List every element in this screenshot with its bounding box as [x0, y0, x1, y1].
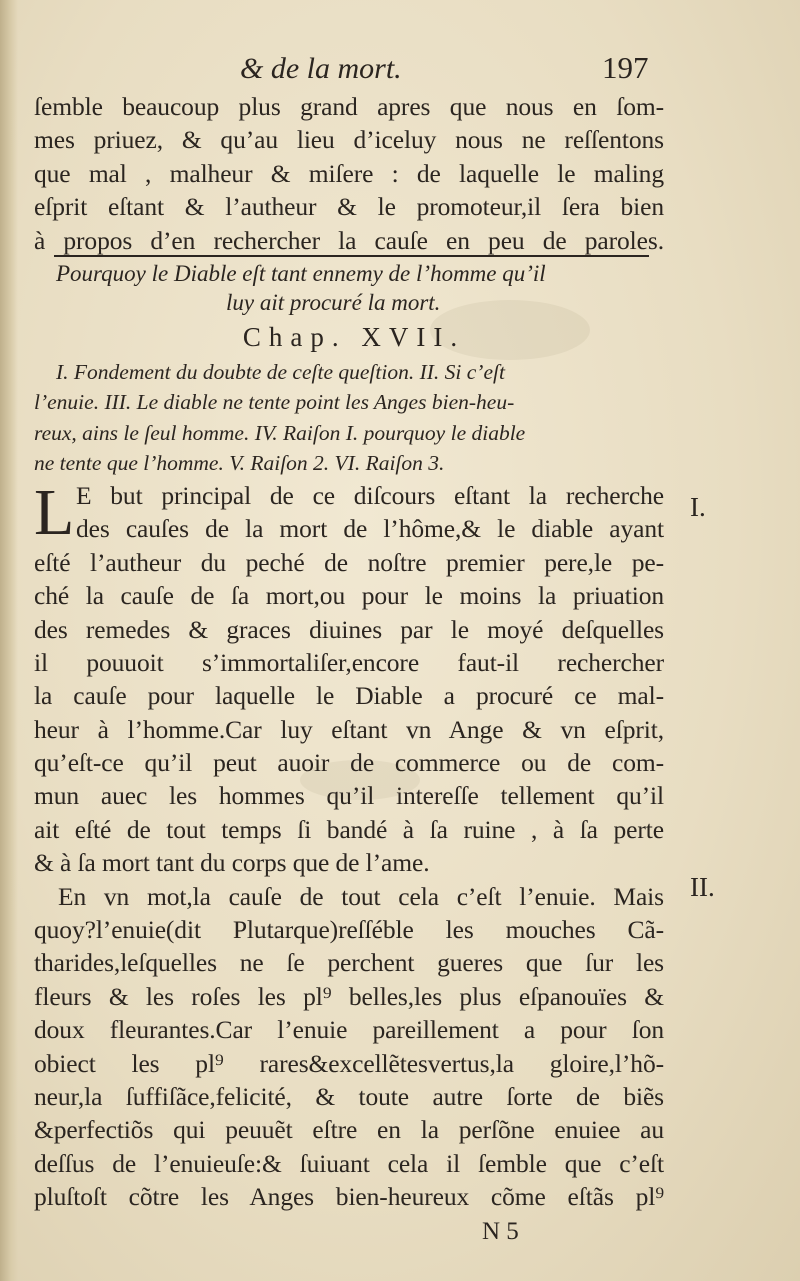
- chapter-summary-line: [34, 387, 664, 418]
- page-spine-shadow: [0, 0, 18, 1281]
- text-line: des remedes & graces diuines par le moyé deſquelles: [34, 614, 664, 644]
- text-line: pluſtoſt cõtre les Anges bien-heureux cõme eſtãs pl⁹: [34, 1182, 664, 1212]
- text-line: doux fleurantes.Car l’enuie pareillement a pour ſon: [34, 1015, 664, 1045]
- text-line: il pouuoit s’immortaliſer,encore faut-il rechercher: [34, 647, 664, 677]
- text-line: des cauſes de la mort de l’hôme,& le diable ayant: [76, 514, 664, 544]
- text-line: heur à l’homme.Car luy eſtant vn Ange & vn eſprit,: [34, 714, 664, 744]
- text-line: qu’eſt-ce qu’il peut auoir de commerce ou de com-: [34, 748, 664, 778]
- drop-cap: L: [34, 475, 75, 549]
- chapter-summary-line: [34, 357, 664, 388]
- page-header: [0, 52, 800, 92]
- text-line: E but principal de ce diſcours eſtant la recherche: [76, 480, 664, 510]
- text-line: que mal , malheur & miſere : de laquelle le maling: [34, 158, 664, 188]
- summary-text: I. Fondement du doubte de ceſte queſtion. II. Si c’eſt: [56, 359, 505, 384]
- section-heading-line: Pourquoy le Diable eſt tant ennemy de l’homme qu’il: [56, 260, 546, 286]
- text-line: En vn mot,la cauſe de tout cela c’eſt l’enuie. Mais: [58, 881, 664, 911]
- signature-mark: N 5: [482, 1218, 519, 1245]
- text-line: & à ſa mort tant du corps que de l’ame.: [34, 848, 430, 878]
- text-line: mes priuez, & qu’au lieu d’iceluy nous ne reſſentons: [34, 125, 664, 155]
- text-line: ché la cauſe de ſa mort,ou pour le moins la priuation: [34, 581, 664, 611]
- text-line: deſſus de l’enuieuſe:& ſuiuant cela il ſemble que c’eſt: [34, 1148, 664, 1178]
- text-line: ſemble beaucoup plus grand apres que nous en ſom-: [34, 92, 664, 121]
- text-line: à propos d’en rechercher la cauſe en peu de paroles.: [34, 225, 664, 255]
- text-line: eſté l’autheur du peché de noſtre premier pere,le pe-: [34, 547, 664, 577]
- text-line: &perfectiõs qui peuuẽt eſtre en la perſõne enuiee au: [34, 1115, 664, 1145]
- text-line: tharides,leſquelles ne ſe perchent gueres que ſur les: [34, 948, 664, 978]
- summary-text: l’enuie. III. Le diable ne tente point les Anges bien-heu-: [34, 390, 515, 415]
- margin-note: I.: [690, 492, 706, 522]
- margin-note: II.: [690, 872, 715, 902]
- text-line: quoy?l’enuie(dit Plutarque)reſſéble les mouches Cã-: [34, 915, 664, 945]
- text-line: ait eſté de tout temps ſi bandé à ſa ruine , à ſa perte: [34, 814, 664, 844]
- text-line: eſprit eſtant & l’autheur & le promoteur,il ſera bien: [34, 192, 664, 222]
- text-line: fleurs & les roſes les pl⁹ belles,les plus eſpanouïes &: [34, 981, 664, 1011]
- text-line: mun auec les hommes qu’il intereſſe tellement qu’il: [34, 781, 664, 811]
- text-line: la cauſe pour laquelle le Diable a procuré ce mal-: [34, 681, 664, 711]
- first-paragraph-start: [34, 475, 664, 549]
- text-line: obiect les pl⁹ rares&excellẽtesvertus,la gloire,l’hõ-: [34, 1048, 664, 1078]
- page-number: 197: [602, 50, 649, 85]
- summary-text: reux, ains le ſeul homme. IV. Raiſon I. pourquoy le diable: [34, 420, 526, 445]
- chapter-title: Chap. XVII.: [242, 321, 466, 352]
- chapter-summary-line: [34, 418, 664, 449]
- summary-text: ne tente que l’homme. V. Raiſon 2. VI. Raiſon 3.: [34, 451, 445, 476]
- section-heading-line: luy ait procuré la mort.: [226, 289, 441, 315]
- running-title: & de la mort.: [240, 52, 402, 85]
- text-line: neur,la ſuffiſãce,felicité, & toute autre ſorte de biẽs: [34, 1081, 664, 1111]
- text-block: [34, 90, 664, 1214]
- chapter-summary-line: [34, 448, 664, 479]
